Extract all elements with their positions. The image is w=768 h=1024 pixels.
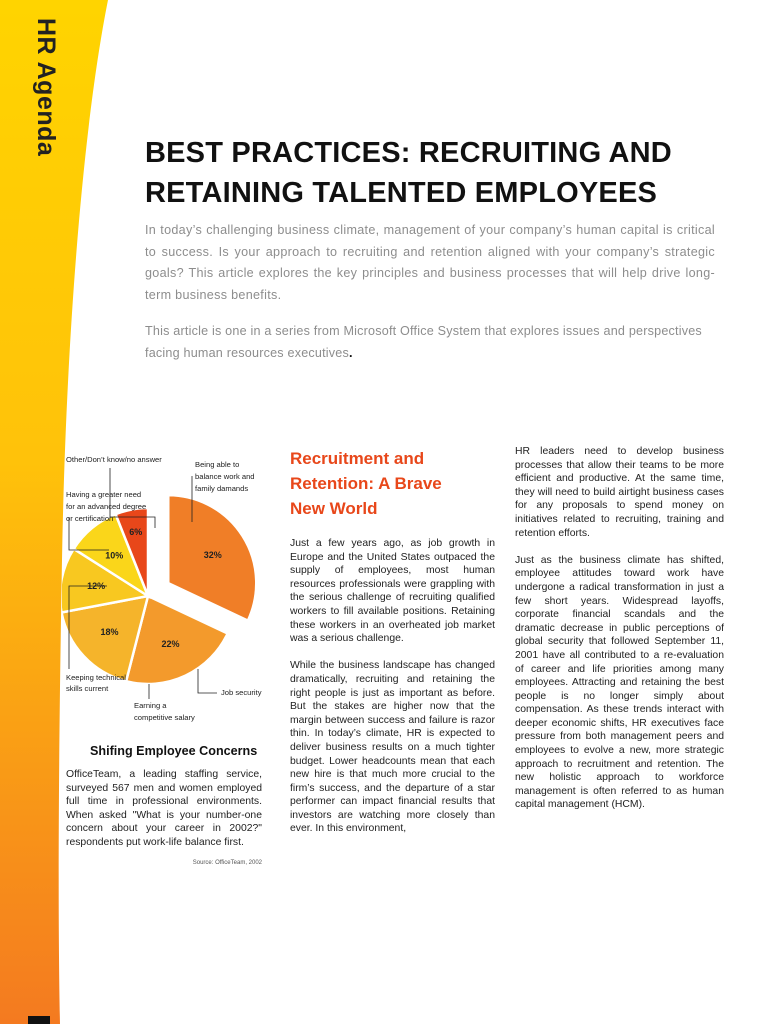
pie-slice-label: 12%	[87, 581, 106, 592]
chart-title: Shifing Employee Concerns	[90, 744, 258, 758]
chart-source: Source: OfficeTeam, 2002	[192, 860, 262, 866]
callout-balance-2: balance work and	[195, 472, 255, 481]
section-heading-line-3: New World	[290, 499, 378, 518]
pie-slice-label: 22%	[161, 638, 180, 649]
page-marker	[28, 1016, 50, 1024]
series-note-text: This article is one in a series from Microsoft Office System that explores issues and perspectives facing human resources executives	[145, 324, 702, 360]
article-intro: In today’s challenging business climate, management of your company’s human capital is critical to success. Is your approach to recruiting and retention aligned with your company’s strategic goals? This article explores the key principles and business processes that will help drive long-term business benefits.	[145, 223, 715, 302]
callout-skills-1: Keeping technical	[66, 673, 126, 682]
body-column-middle	[290, 537, 495, 850]
article-title-line-1: BEST PRACTICES: RECRUITING AND	[145, 137, 672, 169]
pie-chart	[62, 448, 280, 728]
section-heading-line-1: Recruitment and	[290, 449, 425, 468]
section-heading	[290, 446, 490, 521]
section-title-vertical: HR Agenda	[32, 18, 60, 157]
pie-slice-label: 10%	[105, 550, 124, 561]
callout-job: Job security	[221, 688, 262, 697]
pie-slice-label: 18%	[100, 627, 119, 638]
series-note-period: .	[349, 345, 353, 360]
leader-job	[198, 669, 217, 693]
paragraph: HR leaders need to develop business processes that allow their teams to be more efficient and productive. At the same time, they will need to build airtight business cases for any proposals to spend money on initiatives related to recruiting, training and retention efforts.	[515, 446, 724, 539]
pie-slice-label: 6%	[129, 527, 143, 537]
callout-salary-2: competitive salary	[134, 713, 195, 722]
series-note	[145, 321, 715, 364]
paragraph: Just a few years ago, as job growth in Europe and the United States outpaced the supply of employees, most human resources professionals were grappling with the serious challenge of recruiting qualified workers to fill available positions. Retaining these workers in an overheated job market was a serious challenge.	[290, 538, 495, 645]
callout-balance-3: family damands	[195, 484, 249, 493]
pie-slice-label: 32%	[203, 549, 222, 560]
article-title	[145, 133, 745, 213]
chart-description: OfficeTeam, a leading staffing service, surveyed 567 men and women employed full time in professional environments. When asked "What is your number-one concern about your career in 2002?" respondents put work-life balance first.	[66, 769, 262, 848]
article-title-line-2: RETAINING TALENTED EMPLOYEES	[145, 177, 658, 209]
callout-degree-1: Having a greater need	[66, 490, 142, 499]
callout-skills-2: skills current	[66, 684, 109, 693]
paragraph: Just as the business climate has shifted, employee attitudes toward work have undergone a radical transformation in just a few short years. Widespread layoffs, corporate financial scandals and the dramatic decrease in public perceptions of global security that followed September 11, 2001 have all contributed to a re-evaluation of career and life priorities among many employees. Attracting and retaining the best people is no longer simply about compensation. As these trends interact with deeper economic shifts, HR executives face pressure from both management peers and employees to evolve a new, more strategic approach to recruitment and retention. The new holistic approach to workforce management is often referred to as human capital management (HCM).	[515, 554, 724, 811]
callout-degree-3: or certification	[66, 514, 114, 523]
callout-salary-1: Earning a	[134, 701, 167, 710]
callout-degree-2: for an advanced degree	[66, 502, 147, 511]
paragraph: While the business landscape has changed dramatically, recruiting and retaining the right people is just as important as before. But the stakes are higher now that the margin between success and failure is razor thin. In today’s climate, HR is expected to deliver business results on a much tighter budget. Lower headcounts mean that each new hire is that much more crucial to the firm’s success, and the departure of a star performer can impact financial results that investors are watching more closely than ever. In this environment,	[290, 660, 495, 835]
section-heading-line-2: Retention: A Brave	[290, 474, 442, 493]
callout-other: Other/Don’t know/no answer	[66, 455, 162, 464]
callout-balance-1: Being able to	[195, 460, 240, 469]
body-column-right	[515, 445, 724, 826]
